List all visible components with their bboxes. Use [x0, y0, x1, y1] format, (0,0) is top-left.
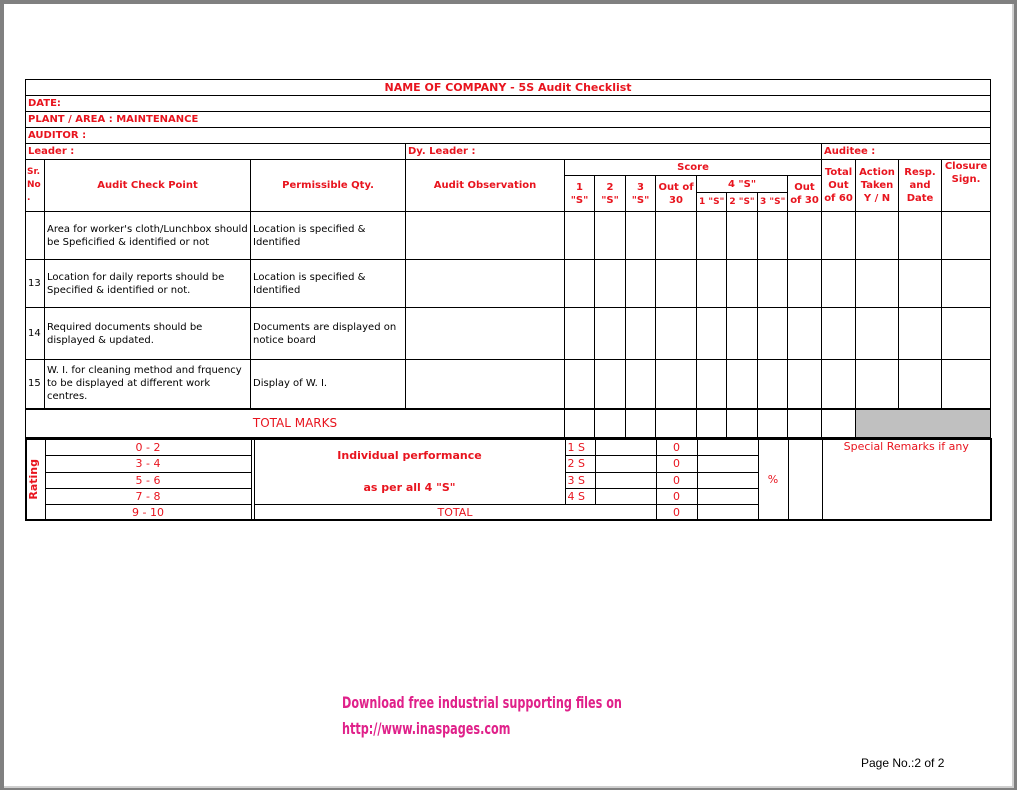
doc-title: NAME OF COMPANY - 5S Audit Checklist [26, 80, 991, 96]
auditor-field: AUDITOR : [26, 128, 991, 144]
s-label: 2 S [565, 456, 595, 472]
rating-range: 5 - 6 [45, 472, 251, 488]
col-sub-2s: 2 "S" [727, 193, 758, 212]
dy-leader-field: Dy. Leader : [406, 144, 822, 160]
individual-line2: as per all 4 "S" [363, 481, 456, 494]
individual-line1: Individual performance [337, 449, 482, 462]
col-resp-date: Resp. and Date [899, 160, 942, 212]
col-closure-sign: Closure Sign. [942, 160, 991, 212]
page-number: Page No.:2 of 2 [861, 756, 945, 770]
row-permissible: Location is specified & Identified [251, 212, 406, 260]
col-sub-1s: 1 "S" [697, 193, 727, 212]
col-out-of-30-b: Out of 30 [788, 176, 822, 212]
row-check-point: Location for daily reports should be Specified & identified or not. [45, 260, 251, 308]
score-value: 0 [656, 456, 697, 472]
col-audit-observation: Audit Observation [406, 160, 565, 212]
download-link[interactable]: http://www.inaspages.com [342, 719, 511, 738]
download-line-1: Download free industrial supporting files on [342, 693, 622, 712]
rating-range: 9 - 10 [45, 505, 251, 521]
row-permissible: Documents are displayed on notice board [251, 308, 406, 360]
individual-performance [254, 439, 565, 505]
rating-range: 7 - 8 [45, 488, 251, 504]
s-label: 4 S [565, 488, 595, 504]
row-sr: 14 [26, 308, 45, 360]
total-marks-label: TOTAL MARKS [26, 409, 565, 438]
rating-range: 0 - 2 [45, 439, 251, 456]
s-label: 1 S [565, 439, 595, 456]
col-1s: 1 "S" [565, 176, 595, 212]
rating-label: Rating [27, 459, 40, 500]
rating-label-cell [26, 439, 45, 520]
col-3s: 3 "S" [626, 176, 656, 212]
col-score: Score [565, 160, 822, 176]
table-row [26, 360, 991, 409]
document-page [4, 4, 1014, 788]
row-check-point: Required documents should be displayed & updated. [45, 308, 251, 360]
row-check-point: Area for worker's cloth/Lunchbox should be Speficified & identified or not [45, 212, 251, 260]
plant-area-field: PLANT / AREA : MAINTENANCE [26, 112, 991, 128]
col-action-taken: Action Taken Y / N [856, 160, 899, 212]
col-permissible-qty: Permissible Qty. [251, 160, 406, 212]
rating-table [25, 438, 992, 521]
score-value: 0 [656, 488, 697, 504]
leader-field: Leader : [26, 144, 406, 160]
rating-range: 3 - 4 [45, 456, 251, 472]
score-value: 0 [656, 439, 697, 456]
row-check-point: W. I. for cleaning method and frquency to be displayed at different work centres. [45, 360, 251, 409]
special-remarks: Special Remarks if any [822, 439, 991, 520]
percent-cell: % [758, 439, 788, 520]
row-sr: 13 [26, 260, 45, 308]
table-row [26, 260, 991, 308]
col-audit-check-point: Audit Check Point [45, 160, 251, 212]
col-out-of-30: Out of 30 [656, 176, 697, 212]
score-value: 0 [656, 505, 697, 521]
total-marks-grey-cell [856, 409, 991, 438]
rating-total-label: TOTAL [254, 505, 656, 521]
auditee-field: Auditee : [822, 144, 991, 160]
table-row [26, 212, 991, 260]
col-sub-3s: 3 "S" [758, 193, 788, 212]
row-permissible: Location is specified & Identified [251, 260, 406, 308]
col-total: Total Out of 60 [822, 160, 856, 212]
score-value: 0 [656, 472, 697, 488]
s-label: 3 S [565, 472, 595, 488]
audit-checklist-sheet [25, 79, 990, 521]
date-field: DATE: [26, 96, 991, 112]
col-4s: 4 "S" [697, 176, 788, 193]
row-sr: 15 [26, 360, 45, 409]
row-permissible: Display of W. I. [251, 360, 406, 409]
table-row [26, 308, 991, 360]
col-sr-no: Sr. No . [26, 160, 45, 212]
audit-table [25, 79, 991, 438]
row-sr [26, 212, 45, 260]
col-2s: 2 "S" [595, 176, 626, 212]
